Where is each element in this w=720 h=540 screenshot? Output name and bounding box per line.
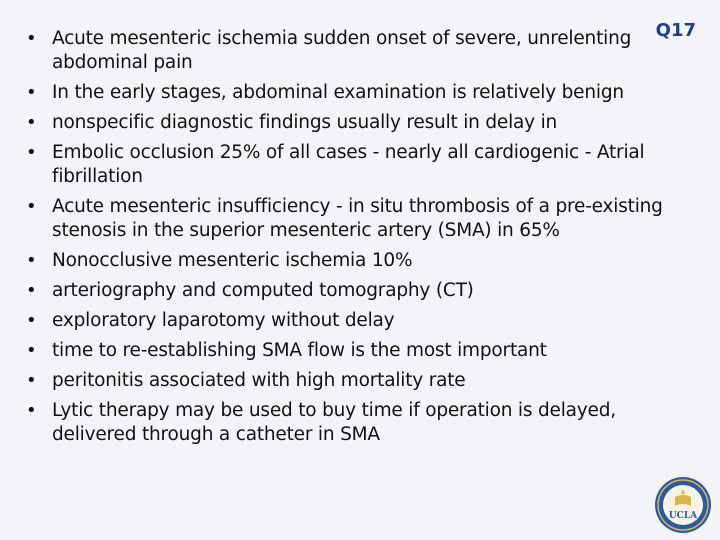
bullet-text: Lytic therapy may be used to buy time if operation is delayed, delivered through a catheter in SMA xyxy=(52,400,616,445)
bullet-icon: • xyxy=(26,142,37,163)
bullet-text: Acute mesenteric insufficiency - in situ thrombosis of a pre-existing stenosis in the superior mesenteric artery (SMA) in 65% xyxy=(52,196,663,241)
bullet-icon: • xyxy=(26,370,37,391)
bullet-icon: • xyxy=(26,280,37,301)
ucla-seal-logo xyxy=(654,476,712,534)
bullet-text: arteriography and computed tomography (CT) xyxy=(52,280,474,301)
bullet-text: In the early stages, abdominal examination is relatively benign xyxy=(52,82,624,103)
list-item xyxy=(26,309,666,333)
bullet-text: peritonitis associated with high mortality rate xyxy=(52,370,466,391)
bullet-icon: • xyxy=(26,196,37,217)
bullet-icon: • xyxy=(26,400,37,421)
bullet-icon: • xyxy=(26,112,37,133)
bullet-text: Acute mesenteric ischemia sudden onset of severe, unrelenting abdominal pain xyxy=(52,28,632,73)
slide-number-tag: Q17 xyxy=(655,20,696,41)
bullet-icon: • xyxy=(26,340,37,361)
bullet-icon: • xyxy=(26,82,37,103)
list-item xyxy=(26,195,666,243)
list-item xyxy=(26,339,666,363)
bullet-icon: • xyxy=(26,250,37,271)
bullet-text: Nonocclusive mesenteric ischemia 10% xyxy=(52,250,413,271)
bullet-text: nonspecific diagnostic findings usually result in delay in xyxy=(52,112,558,133)
bullet-icon: • xyxy=(26,28,37,49)
list-item xyxy=(26,369,666,393)
bullet-text: Embolic occlusion 25% of all cases - nearly all cardiogenic - Atrial fibrillation xyxy=(52,142,645,187)
seal-ucla-text: UCLA xyxy=(668,511,698,521)
list-item xyxy=(26,279,666,303)
bullet-list xyxy=(26,27,666,453)
list-item xyxy=(26,141,666,189)
list-item xyxy=(26,111,666,135)
list-item xyxy=(26,399,666,447)
list-item xyxy=(26,249,666,273)
list-item xyxy=(26,27,666,75)
list-item xyxy=(26,81,666,105)
bullet-icon: • xyxy=(26,310,37,331)
bullet-text: exploratory laparotomy without delay xyxy=(52,310,395,331)
bullet-text: time to re-establishing SMA flow is the most important xyxy=(52,340,547,361)
